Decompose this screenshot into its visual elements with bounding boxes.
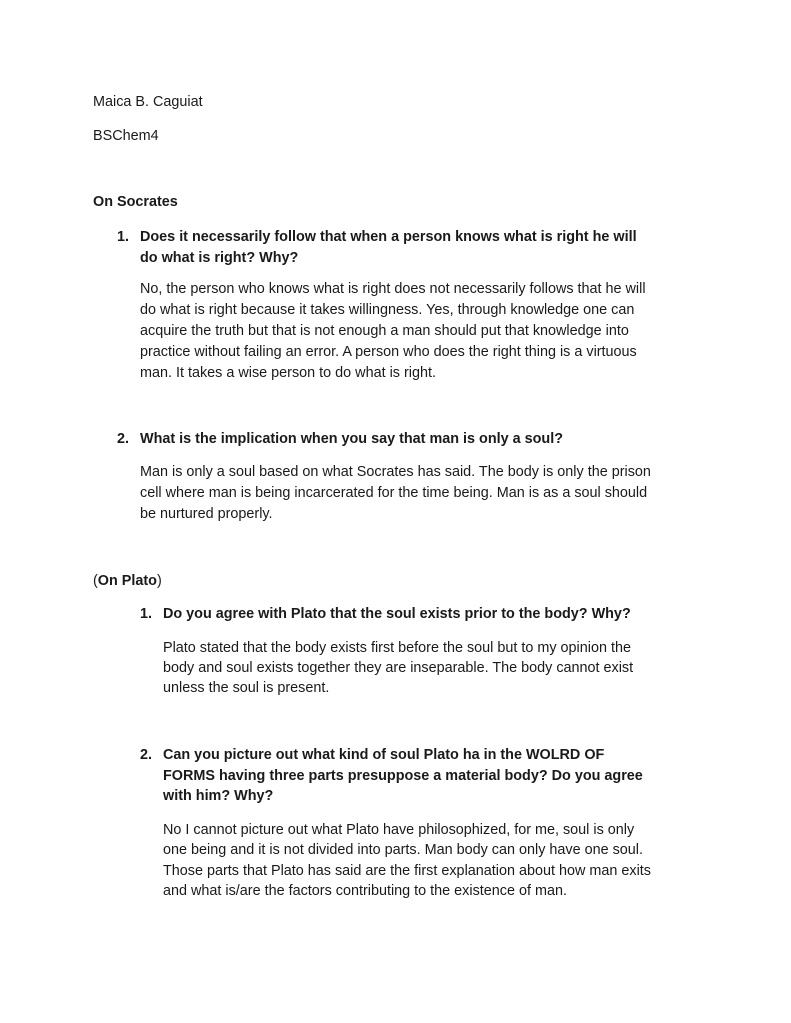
question-text-line: FORMS having three parts presuppose a material body? Do you agree xyxy=(163,768,643,784)
question-text-line: Does it necessarily follow that when a person knows what is right he will xyxy=(140,229,637,245)
answer-line: do what is right because it takes willingness. Yes, through knowledge one can xyxy=(140,302,635,318)
heading-paren-open: ( xyxy=(93,573,98,589)
answer-line: No, the person who knows what is right does not necessarily follows that he will xyxy=(140,281,646,297)
question-text-line: Can you picture out what kind of soul Plato ha in the WOLRD OF xyxy=(163,747,605,763)
answer-line: be nurtured properly. xyxy=(140,506,273,522)
author-name: Maica B. Caguiat xyxy=(93,94,203,110)
answer-line: and what is/are the factors contributing to the existence of man. xyxy=(163,883,567,899)
section-heading-socrates: On Socrates xyxy=(93,194,178,210)
answer-line: Man is only a soul based on what Socrates has said. The body is only the prison xyxy=(140,464,651,480)
answer-line: acquire the truth but that is not enough a man should put that knowledge into xyxy=(140,323,629,339)
answer-line: Plato stated that the body exists first before the soul but to my opinion the xyxy=(163,640,631,656)
question-number: 2. xyxy=(117,431,130,447)
section-heading-plato xyxy=(93,571,162,592)
answer-line: practice without failing an error. A person who does the right thing is a virtuous xyxy=(140,344,637,360)
heading-text: On Plato xyxy=(97,573,157,589)
answer-line: Those parts that Plato has said are the first explanation about how man exits xyxy=(163,863,651,879)
question-text-line: What is the implication when you say that man is only a soul? xyxy=(140,431,563,447)
answer-line: cell where man is being incarcerated for the time being. Man is as a soul should xyxy=(140,485,648,501)
answer-line: unless the soul is present. xyxy=(163,680,330,696)
heading-paren-close: ) xyxy=(156,573,162,589)
question-text-line: with him? Why? xyxy=(163,788,274,804)
question-number: 1. xyxy=(140,606,153,622)
question-number: 1. xyxy=(117,229,130,245)
answer-line: man. It takes a wise person to do what is right. xyxy=(140,365,436,381)
answer-line: No I cannot picture out what Plato have philosophized, for me, soul is only xyxy=(163,822,635,838)
question-number: 2. xyxy=(140,747,153,763)
answer-line: body and soul exists together they are inseparable. The body cannot exist xyxy=(163,660,634,676)
question-text-line: do what is right? Why? xyxy=(140,250,299,266)
question-text-line: Do you agree with Plato that the soul exists prior to the body? Why? xyxy=(163,606,631,622)
answer-line: one being and it is not divided into parts. Man body can only have one soul. xyxy=(163,842,644,858)
course-label: BSChem4 xyxy=(93,128,159,144)
